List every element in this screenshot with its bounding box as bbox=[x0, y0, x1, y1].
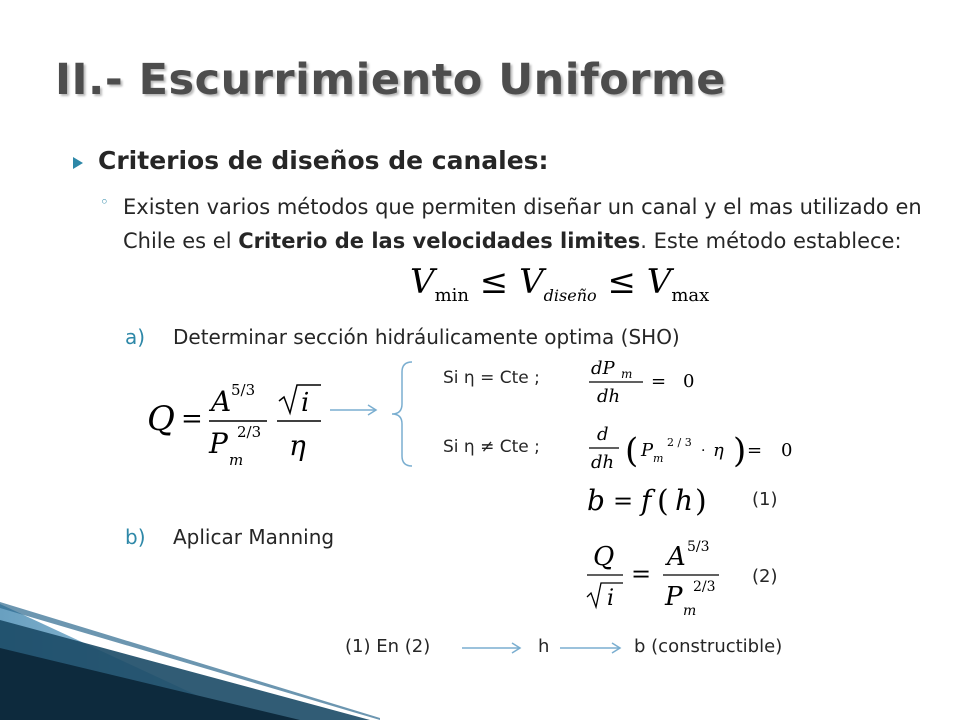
equation-number-2: (2) bbox=[752, 566, 778, 587]
svg-text:d: d bbox=[597, 424, 609, 445]
svg-text:5/3: 5/3 bbox=[687, 539, 710, 555]
svg-text:b: b bbox=[587, 484, 605, 517]
item-a-marker: a) bbox=[125, 325, 146, 349]
bottom-step-start: (1) En (2) bbox=[345, 636, 431, 657]
b-function-formula bbox=[585, 478, 725, 522]
derivative-product-formula bbox=[585, 422, 805, 474]
svg-text:2 / 3: 2 / 3 bbox=[667, 436, 692, 449]
paragraph-text-1: Existen varios métodos que permiten diseñar un canal y el mas utilizado en Chile es el bbox=[123, 195, 922, 253]
item-a-text: Determinar sección hidráulicamente optima (SHO) bbox=[173, 325, 680, 349]
svg-text:=: = bbox=[631, 560, 652, 588]
svg-text:(: ( bbox=[625, 431, 639, 471]
svg-text:dh: dh bbox=[591, 452, 615, 473]
svg-text:): ) bbox=[733, 431, 747, 471]
discharge-formula-svg bbox=[145, 375, 325, 475]
velocity-limits-formula: $V_{min} \le V_{diseño} \le V_{max}$ bbox=[410, 262, 710, 306]
svg-text:A: A bbox=[667, 542, 686, 572]
svg-text:P: P bbox=[665, 582, 683, 612]
svg-text:i: i bbox=[301, 388, 310, 418]
condition-eta-not-constant: Si η ≠ Cte ; bbox=[443, 437, 540, 457]
svg-text:m: m bbox=[229, 451, 244, 469]
svg-text:·: · bbox=[701, 443, 706, 459]
svg-text:η: η bbox=[289, 429, 306, 462]
svg-text:A: A bbox=[211, 385, 232, 418]
derivative-pm-formula bbox=[585, 356, 725, 406]
svg-text:0: 0 bbox=[683, 371, 695, 392]
svg-text:m: m bbox=[683, 603, 697, 619]
right-arrow-icon bbox=[560, 641, 624, 655]
svg-text:dh: dh bbox=[597, 386, 621, 406]
svg-text:=: = bbox=[613, 487, 634, 515]
equation-number-1: (1) bbox=[752, 489, 778, 510]
paragraph-text-2: . Este método establece: bbox=[640, 229, 902, 253]
item-b-text: Aplicar Manning bbox=[173, 525, 335, 549]
svg-text:m: m bbox=[621, 367, 633, 381]
item-b-marker: b) bbox=[125, 525, 146, 549]
svg-text:Q: Q bbox=[593, 542, 615, 572]
manning-formula bbox=[583, 535, 753, 619]
left-brace-icon bbox=[390, 360, 416, 468]
corner-decoration bbox=[0, 600, 380, 720]
right-arrow-icon bbox=[462, 641, 524, 655]
bottom-step-end: b (constructible) bbox=[634, 636, 783, 657]
discharge-formula bbox=[145, 375, 325, 475]
svg-text:P: P bbox=[209, 427, 228, 460]
svg-text:h: h bbox=[675, 484, 694, 517]
svg-text:m: m bbox=[653, 452, 664, 465]
right-arrow-icon bbox=[330, 403, 380, 417]
svg-text:=: = bbox=[651, 371, 667, 392]
intro-paragraph bbox=[123, 190, 923, 258]
svg-text:i: i bbox=[607, 586, 615, 611]
circle-bullet-icon: ◦ bbox=[100, 193, 109, 211]
condition-eta-constant: Si η = Cte ; bbox=[443, 368, 540, 388]
svg-text:2/3: 2/3 bbox=[237, 423, 262, 441]
svg-text:0: 0 bbox=[781, 440, 793, 461]
svg-text:Q: Q bbox=[147, 399, 175, 439]
svg-text:=: = bbox=[181, 404, 203, 434]
page-title: II.- Escurrimiento Uniforme bbox=[55, 55, 726, 105]
triangle-bullet-icon bbox=[72, 156, 84, 170]
bottom-step-middle: h bbox=[538, 636, 550, 657]
svg-text:f: f bbox=[641, 484, 652, 517]
paragraph-bold-text: Criterio de las velocidades limites bbox=[238, 229, 641, 253]
svg-text:dP: dP bbox=[591, 358, 615, 379]
section-heading: Criterios de diseños de canales: bbox=[98, 146, 549, 175]
svg-text:η: η bbox=[713, 440, 724, 461]
svg-text:): ) bbox=[695, 484, 707, 519]
svg-text:=: = bbox=[747, 440, 763, 461]
svg-text:(: ( bbox=[657, 484, 669, 519]
svg-text:2/3: 2/3 bbox=[693, 579, 716, 595]
svg-text:5/3: 5/3 bbox=[231, 381, 256, 399]
svg-text:P: P bbox=[641, 440, 654, 461]
